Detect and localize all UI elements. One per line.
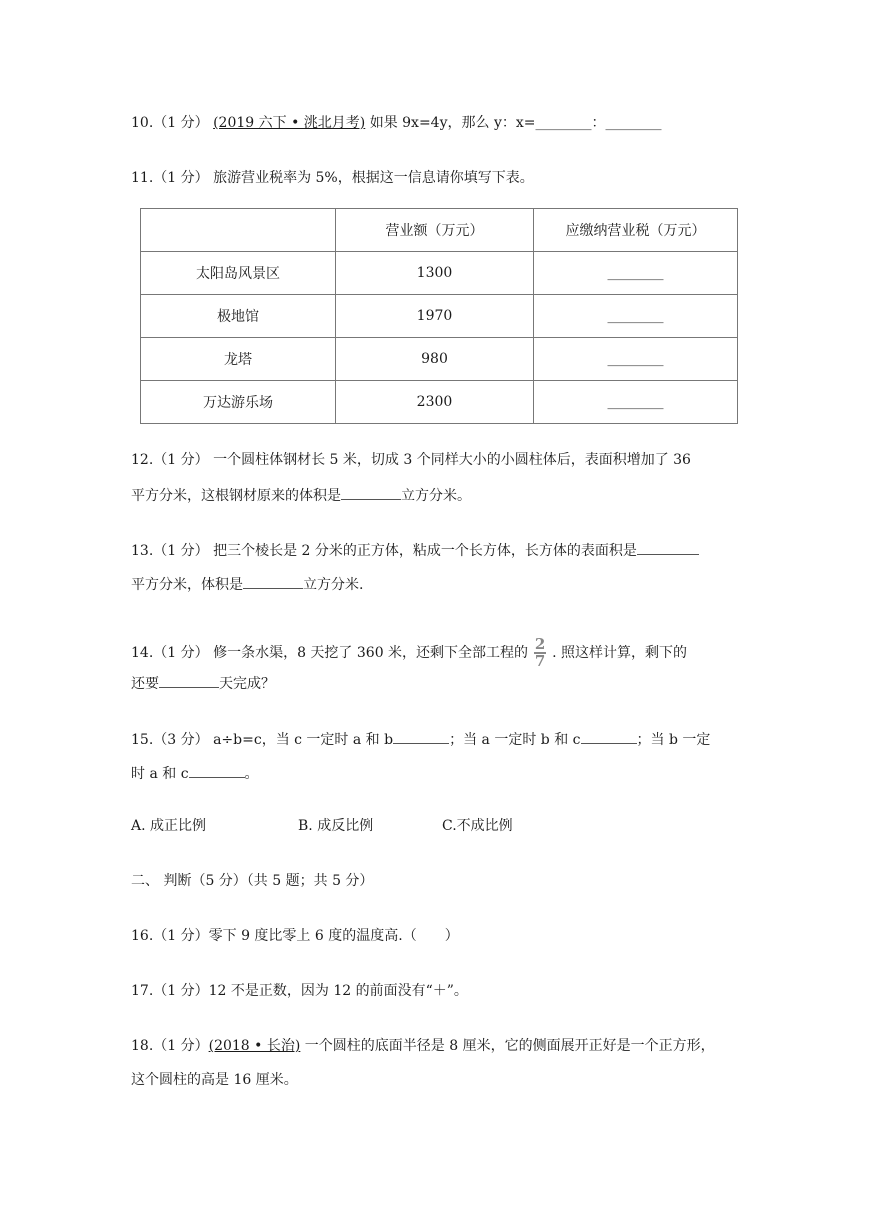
question-score: （3 分） (153, 732, 209, 748)
question-12 (131, 450, 691, 470)
option-c[interactable]: C.不成比例 (442, 818, 513, 834)
tax-answer-blank[interactable]: ________ (534, 381, 738, 424)
question-text: 把三个棱长是 2 分米的正方体，粘成一个长方体，长方体的表面积是 (213, 543, 637, 559)
answer-blank[interactable] (341, 485, 401, 500)
question-number: 18. (131, 1038, 154, 1054)
question-13-line2 (131, 574, 363, 595)
table-row (141, 295, 738, 338)
question-score: （1 分） (153, 452, 209, 468)
question-number: 16. (131, 928, 154, 944)
answer-blank[interactable]: ________ (535, 115, 592, 131)
question-text: a÷b=c，当 c 一定时 a 和 b (213, 732, 394, 748)
table-header-cell: 营业额（万元） (336, 209, 534, 252)
question-source: (2018 • 长治) (208, 1038, 301, 1054)
question-18 (131, 1036, 715, 1056)
question-score: （1 分） (153, 983, 209, 999)
option-a[interactable]: A. 成正比例 (131, 818, 207, 834)
answer-blank[interactable] (243, 574, 303, 589)
question-18-line2: 这个圆柱的高是 16 厘米。 (131, 1072, 298, 1088)
question-text: 旅游营业税率为 5%，根据这一信息请你填写下表。 (213, 170, 534, 186)
question-text: . 照这样计算，剩下的 (552, 645, 687, 661)
question-score: （1 分） (153, 543, 209, 559)
answer-blank[interactable] (581, 729, 637, 744)
question-17 (131, 981, 468, 1001)
question-text: 天完成？ (219, 676, 275, 692)
revenue-cell: 2300 (336, 381, 534, 424)
ratio-separator: ： (591, 115, 606, 131)
answer-blank[interactable] (159, 673, 219, 688)
fraction-two-sevenths (534, 635, 546, 670)
question-text: 平方分米，体积是 (131, 577, 243, 593)
question-number: 14. (131, 645, 154, 661)
question-number: 11. (131, 170, 154, 186)
question-number: 13. (131, 543, 154, 559)
question-16 (131, 926, 459, 946)
question-score: （1 分） (153, 928, 209, 944)
question-score: （1 分） (153, 645, 209, 661)
revenue-cell: 980 (336, 338, 534, 381)
question-text: 一个圆柱的底面半径是 8 厘米，它的侧面展开正好是一个正方形， (304, 1038, 715, 1054)
question-number: 15. (131, 732, 154, 748)
table-row (141, 338, 738, 381)
tax-answer-blank[interactable]: ________ (534, 295, 738, 338)
question-text: 还要 (131, 676, 159, 692)
question-text: 12 不是正数，因为 12 的前面没有“＋”。 (208, 983, 468, 999)
question-text: ；当 a 一定时 b 和 c (449, 732, 581, 748)
tax-answer-blank[interactable]: ________ (534, 338, 738, 381)
question-score: （1 分） (153, 115, 209, 131)
question-text: 平方分米，这根钢材原来的体积是 (131, 488, 341, 504)
question-number: 17. (131, 983, 154, 999)
question-score: （1 分） (153, 170, 209, 186)
question-text: ；当 b 一定 (636, 732, 711, 748)
answer-blank[interactable] (393, 729, 449, 744)
question-11 (131, 168, 534, 188)
revenue-cell: 1300 (336, 252, 534, 295)
question-15-line2 (131, 763, 259, 784)
question-text: 时 a 和 c (131, 766, 189, 782)
question-score: （1 分） (153, 1038, 209, 1054)
question-text: 修一条水渠，8 天挖了 360 米，还剩下全部工程的 (213, 645, 529, 661)
question-text: 立方分米。 (401, 488, 471, 504)
answer-blank[interactable]: ________ (605, 115, 662, 131)
question-12-line2 (131, 485, 471, 506)
question-15 (131, 729, 710, 750)
fraction-denominator: 7 (534, 652, 546, 670)
fraction-numerator: 2 (534, 635, 546, 653)
table-row (141, 381, 738, 424)
site-name-cell: 太阳岛风景区 (141, 252, 336, 295)
question-source: (2019 六下 • 洮北月考) (213, 115, 366, 131)
question-14 (131, 635, 687, 670)
question-14-line2 (131, 673, 275, 694)
question-13 (131, 540, 699, 561)
site-name-cell: 极地馆 (141, 295, 336, 338)
table-header-cell: 应缴纳营业税（万元） (534, 209, 738, 252)
question-10 (131, 113, 662, 133)
question-text: 立方分米. (303, 577, 364, 593)
revenue-cell: 1970 (336, 295, 534, 338)
site-name-cell: 万达游乐场 (141, 381, 336, 424)
answer-blank[interactable] (637, 540, 699, 555)
tax-table (140, 208, 738, 424)
table-header-cell (141, 209, 336, 252)
tax-answer-blank[interactable]: ________ (534, 252, 738, 295)
question-text: 如果 9x=4y，那么 y：x= (369, 115, 536, 131)
question-text: 零下 9 度比零上 6 度的温度高.（ ） (208, 928, 459, 944)
question-text: 。 (244, 766, 259, 782)
answer-blank[interactable] (189, 763, 245, 778)
table-row (141, 252, 738, 295)
section-heading: 二、 判断（5 分）（共 5 题；共 5 分） (131, 873, 374, 889)
site-name-cell: 龙塔 (141, 338, 336, 381)
option-b[interactable]: B. 成反比例 (298, 818, 374, 834)
table-header-row (141, 209, 738, 252)
question-text: 一个圆柱体钢材长 5 米，切成 3 个同样大小的小圆柱体后，表面积增加了 36 (213, 452, 691, 468)
question-number: 12. (131, 452, 154, 468)
question-number: 10. (131, 115, 154, 131)
